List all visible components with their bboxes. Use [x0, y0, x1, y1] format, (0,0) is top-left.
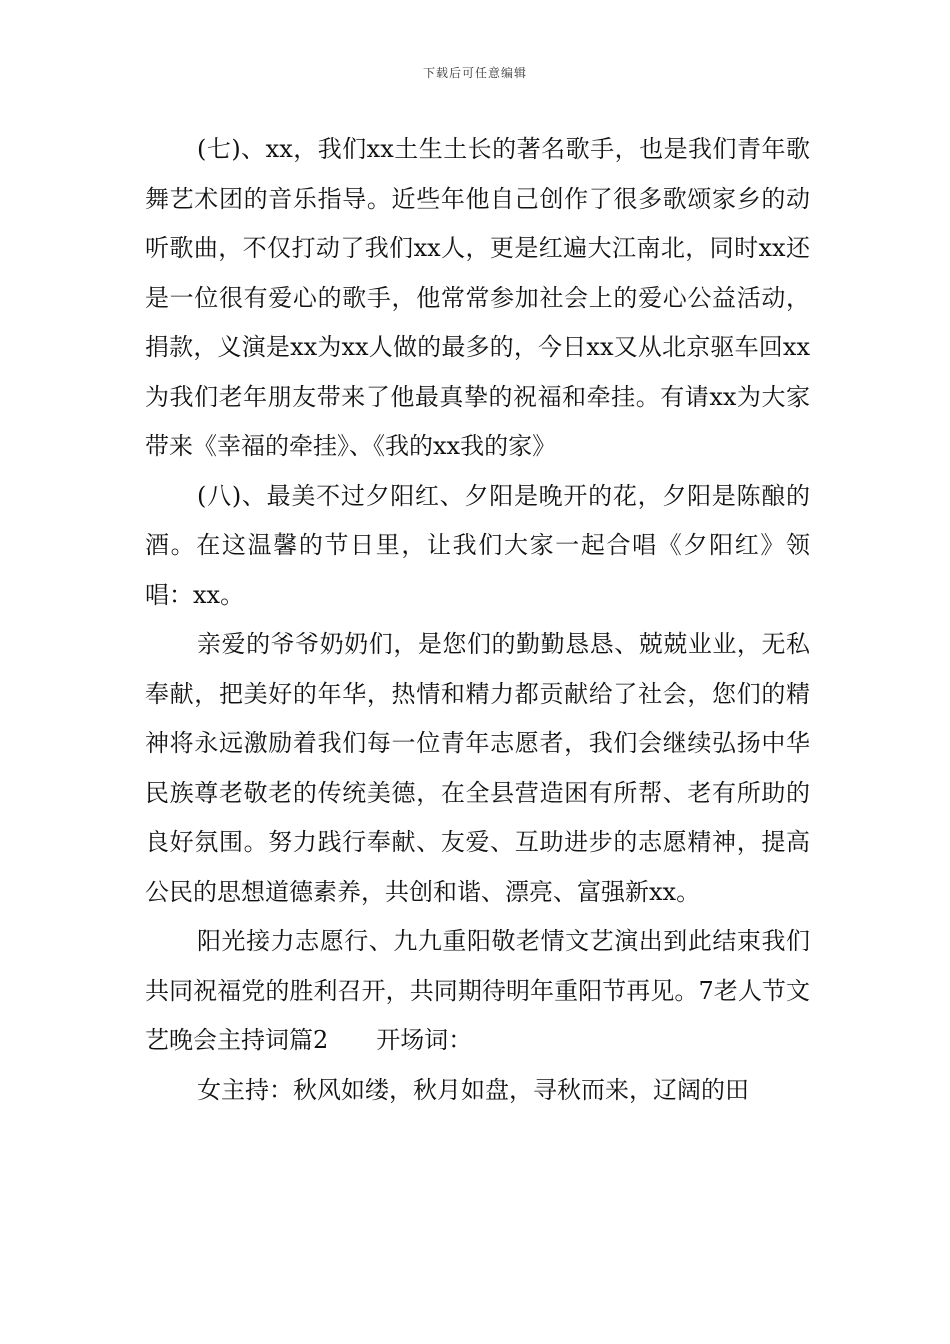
paragraph-female-host: 女主持：秋风如缕，秋月如盘，寻秋而来，辽阔的田	[197, 1075, 749, 1104]
paragraph-7: (七)、xx，我们xx土生土长的著名歌手，也是我们青年歌舞艺术团的音乐指导。近些年他自己创作了很多歌颂家乡的动听歌曲，不仅打动了我们xx人，更是红遍大江南北，同时xx还是一位很有爱心的歌手，他常常参加社会上的爱心公益活动，捐款，义演是xx为xx人做的最多的，今日xx又从北京驱车回xx为我们老年朋友带来了他最真挚的祝福和牵挂。有请xx为大家带来《幸福的牵挂》、《我的xx我的家》	[145, 135, 810, 460]
paragraph-ending-and-next-section: 阳光接力志愿行、九九重阳敬老情文艺演出到此结束我们共同祝福党的胜利召开，共同期待明年重阳节再见。7老人节文艺晚会主持词篇2 开场词：	[145, 927, 810, 1054]
page-header: 下载后可任意编辑	[422, 66, 527, 80]
paragraph-closing-thanks: 亲爱的爷爷奶奶们，是您们的勤勤恳恳、兢兢业业，无私奉献，把美好的年华，热情和精力都贡献给了社会，您们的精神将永远激励着我们每一位青年志愿者，我们会继续弘扬中华民族尊老敬老的传统美德，在全县营造困有所帮、老有所助的良好氛围。努力践行奉献、友爱、互助进步的志愿精神，提高公民的思想道德素养，共创和谐、漂亮、富强新xx。	[145, 630, 810, 906]
paragraph-8: (八)、最美不过夕阳红、夕阳是晚开的花，夕阳是陈酿的酒。在这温馨的节日里，让我们大家一起合唱《夕阳红》领唱：xx。	[145, 481, 810, 609]
document-body	[145, 125, 810, 1115]
